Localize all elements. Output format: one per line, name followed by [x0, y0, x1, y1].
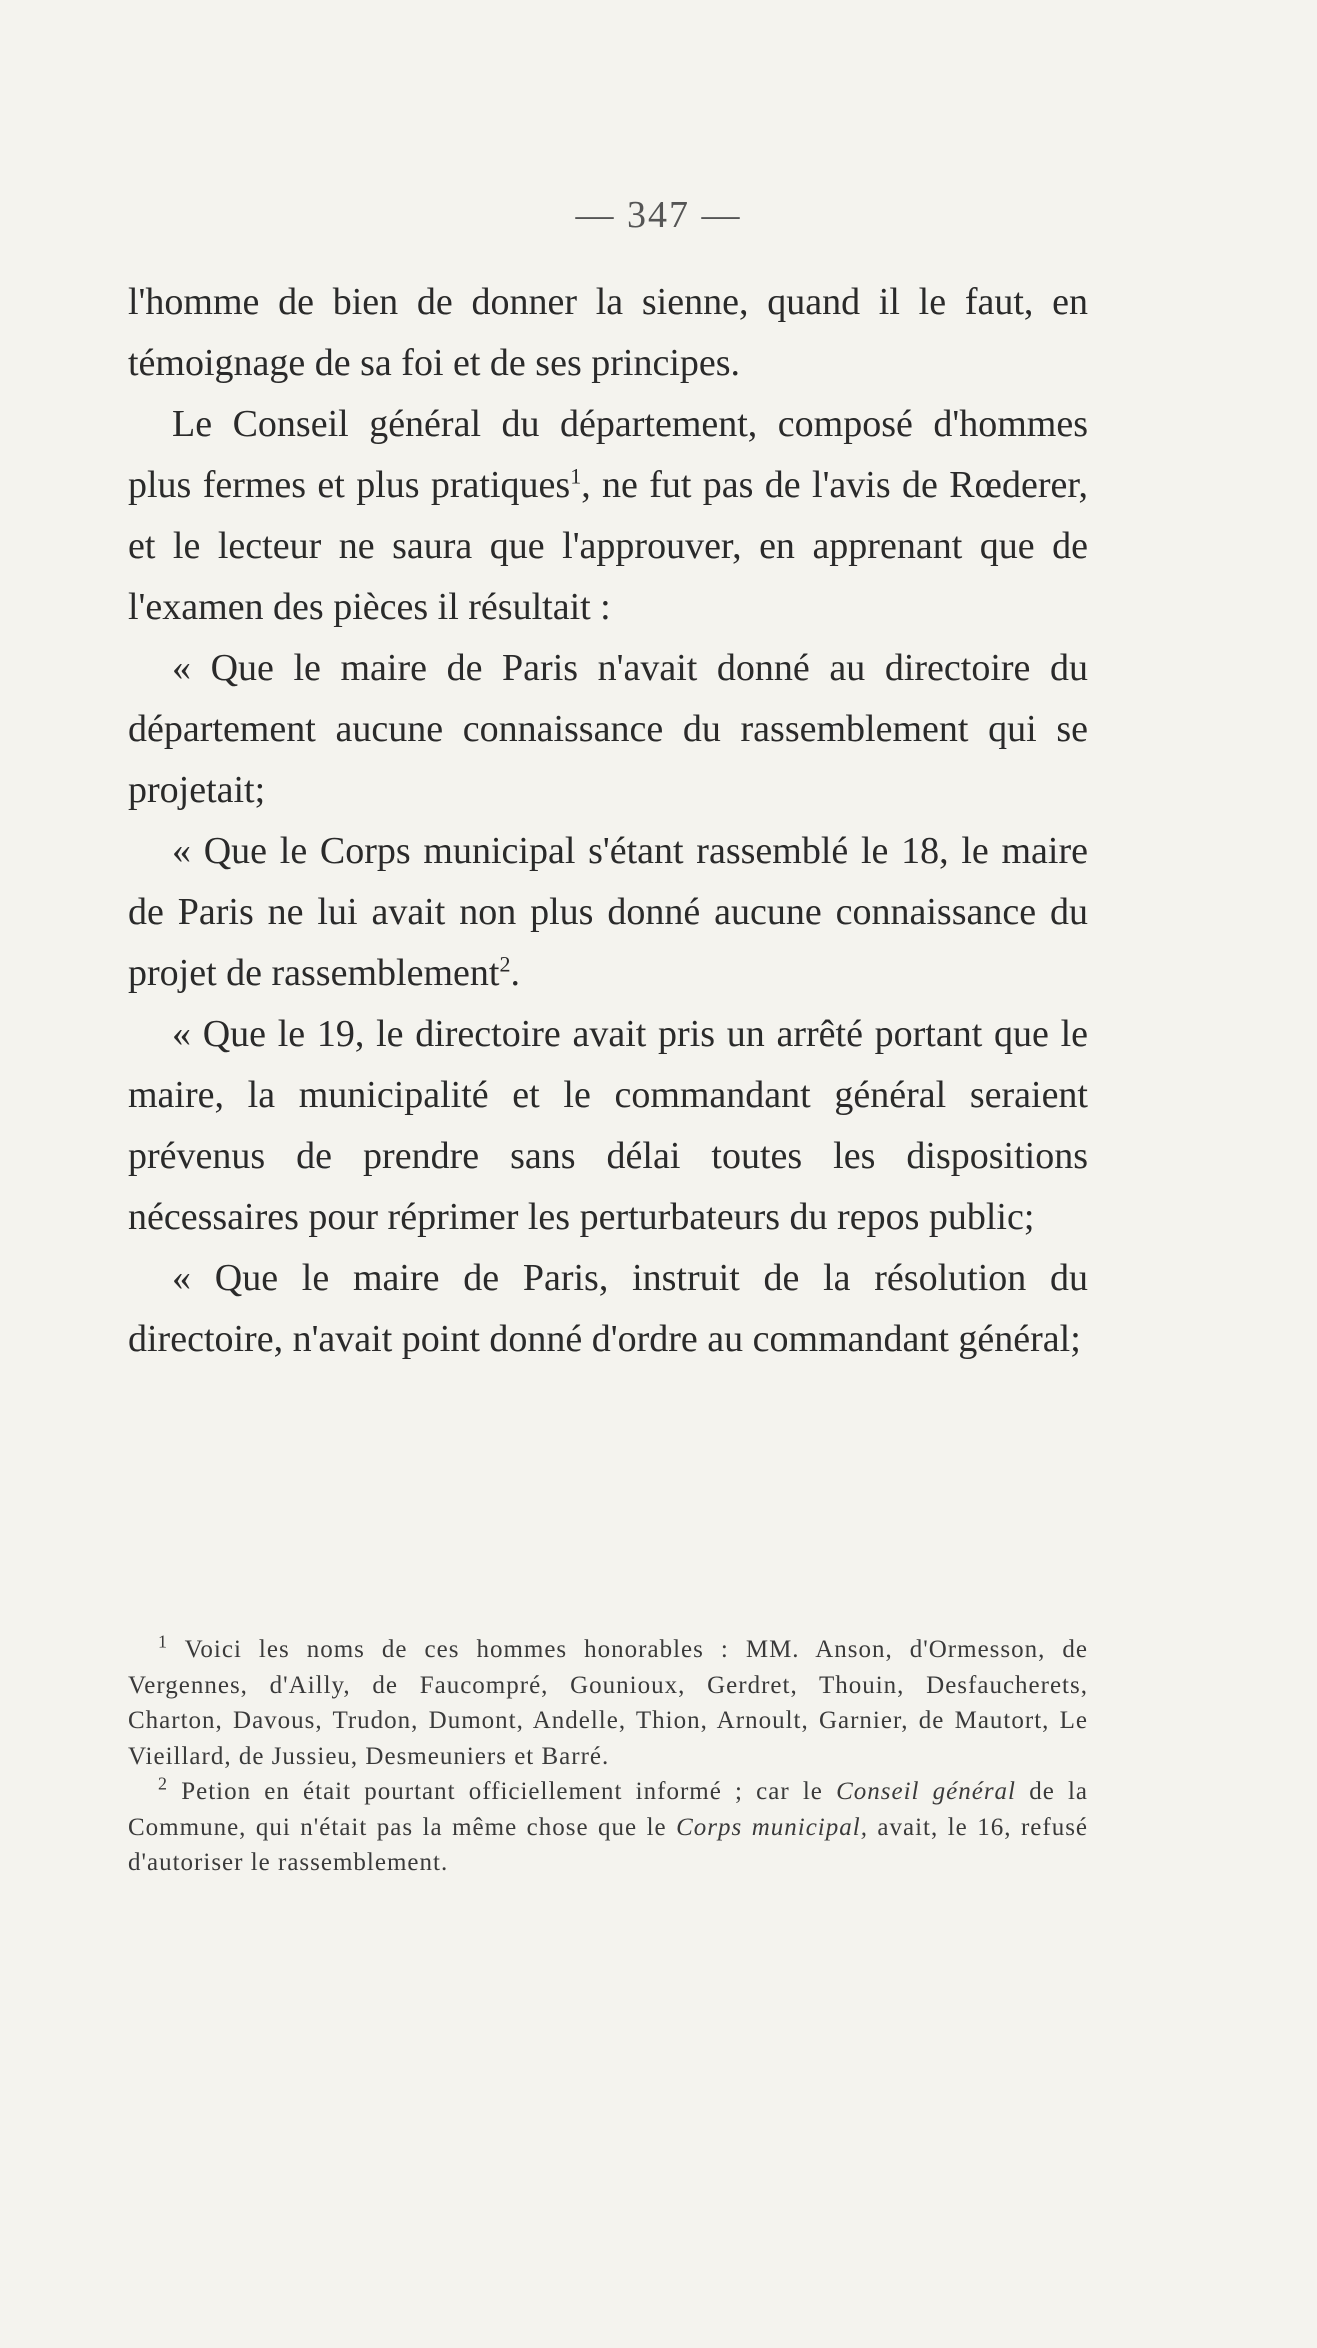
footnote-italic: Corps municipal,: [676, 1813, 868, 1841]
footnote-text: Petion en était pourtant officiellement informé ; car le: [181, 1778, 823, 1805]
page-number: — 347 —: [575, 194, 742, 236]
footnote-marker: 1: [158, 1631, 168, 1652]
paragraph-continuation: l'homme de bien de donner la sienne, quand il le faut, en témoignage de sa foi et de ses principes.: [128, 281, 1088, 384]
footnote-1: [128, 1632, 1088, 1774]
paragraph-text: , ne fut pas de l'avis de Rœderer, et le lecteur ne saura que l'approuver, en apprenant que de l'examen des pièces il résultait :: [128, 464, 1089, 628]
paragraph-text: .: [510, 952, 520, 994]
paragraph-quote-directoire: « Que le 19, le directoire avait pris un arrêté portant que le maire, la municipalité et le commandant général seraient prévenus de prendre sans délai toutes les dispositions nécessaires pour réprimer les perturbateurs du repos public;: [128, 1013, 1088, 1238]
footnote-text: de la Commune, qui n'était pas la même chose que le: [128, 1778, 1089, 1841]
footnote-italic: Conseil général: [836, 1778, 1017, 1805]
footnote-text: avait, le 16, refusé d'autoriser le rassemblement.: [128, 1813, 1089, 1876]
footnote-text: Voici les noms de ces hommes honorables : MM. Anson, d'Ormesson, de Vergennes, d'Ailly, de Faucompré, Gounioux, Gerdret, Thouin, Desfaucherets, Charton, Davous, Trudon, Dumont, Andelle, Thion, Arnoult, Garnier, de Mautort, Le Vieillard, de Jussieu, Desmeuniers et Barré.: [128, 1636, 1088, 1770]
paragraph-quote-maire: « Que le maire de Paris n'avait donné au directoire du département aucune connaissance du rassemblement qui se projetait;: [128, 647, 1088, 811]
paragraph-conseil-general: [128, 394, 1088, 638]
footnote-2: [128, 1774, 1088, 1881]
footnotes: [128, 1632, 1088, 1881]
paragraph-text: « Que le Corps municipal s'étant rassemblé le 18, le maire de Paris ne lui avait non plus donné aucune connaissance du projet de rassemblement: [128, 830, 1088, 994]
paragraph-quote-resolution: « Que le maire de Paris, instruit de la résolution du directoire, n'avait point donné d'ordre au commandant général;: [128, 1257, 1088, 1360]
footnote-reference: 2: [499, 951, 511, 977]
footnote-marker: 2: [158, 1773, 168, 1794]
paragraph-quote-corps-municipal: [128, 821, 1088, 1004]
paragraph-text: Le Conseil général du département, composé d'hommes plus fermes et plus pratiques: [128, 403, 1088, 506]
main-text: [128, 272, 1088, 1370]
footnote-reference: 1: [570, 463, 582, 489]
